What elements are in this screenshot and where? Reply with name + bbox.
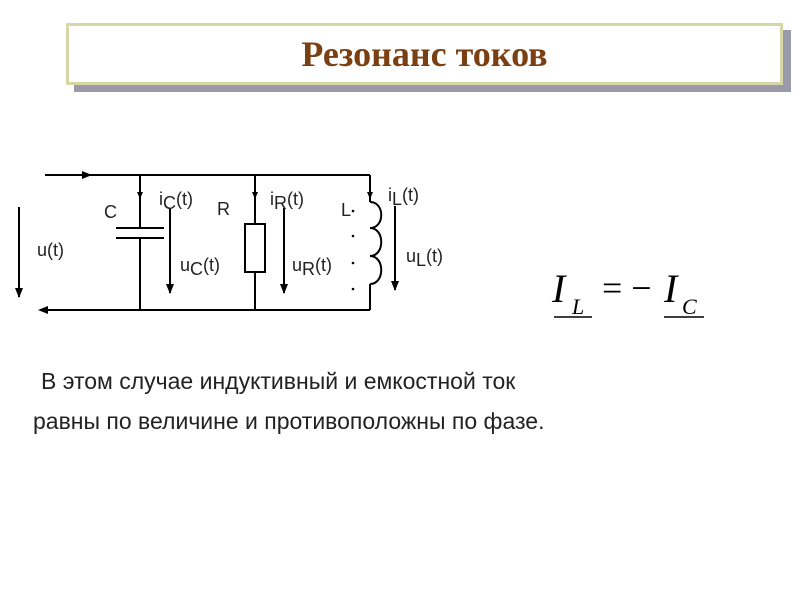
capacitor-voltage-label: uC(t) xyxy=(180,255,221,279)
inductor-arrowhead xyxy=(391,281,399,291)
capacitor-current-tick xyxy=(137,192,143,199)
capacitor-label: C xyxy=(104,202,117,222)
inductor-coil xyxy=(370,202,381,284)
formula-operator: = − xyxy=(602,268,652,308)
inductor-current-label: iL(t) xyxy=(388,185,420,209)
inductor-current-tick xyxy=(367,192,373,199)
inductor-label: L xyxy=(341,200,352,220)
resistor-voltage-label: uR(t) xyxy=(292,255,333,279)
text-line-2: равны по величине и противоположны по фазе. xyxy=(33,408,545,434)
source-voltage-arrowhead xyxy=(15,288,23,298)
capacitor-arrowhead xyxy=(166,284,174,294)
resistor-body xyxy=(245,224,265,272)
output-arrowhead xyxy=(38,306,48,314)
resistor-arrowhead xyxy=(280,284,288,294)
circuit-diagram xyxy=(0,150,480,330)
text-line-1: В этом случае индуктивный и емкостной ток xyxy=(41,368,516,394)
resonance-formula xyxy=(540,250,720,330)
input-arrowhead xyxy=(82,171,92,179)
resistor-current-tick xyxy=(252,192,258,199)
formula-rhs-sub: C xyxy=(682,294,697,319)
inductor-voltage-label: uL(t) xyxy=(406,246,444,270)
formula-lhs: I xyxy=(552,266,566,311)
page-title: Резонанс токов xyxy=(301,34,548,74)
source-voltage-label: u(t) xyxy=(37,240,64,260)
formula-lhs-sub: L xyxy=(572,294,585,319)
capacitor-current-label: iC(t) xyxy=(159,189,193,213)
resistor-label: R xyxy=(217,199,230,219)
resistor-current-label: iR(t) xyxy=(270,189,304,213)
title-box xyxy=(66,23,783,85)
formula-rhs: I xyxy=(664,266,678,311)
